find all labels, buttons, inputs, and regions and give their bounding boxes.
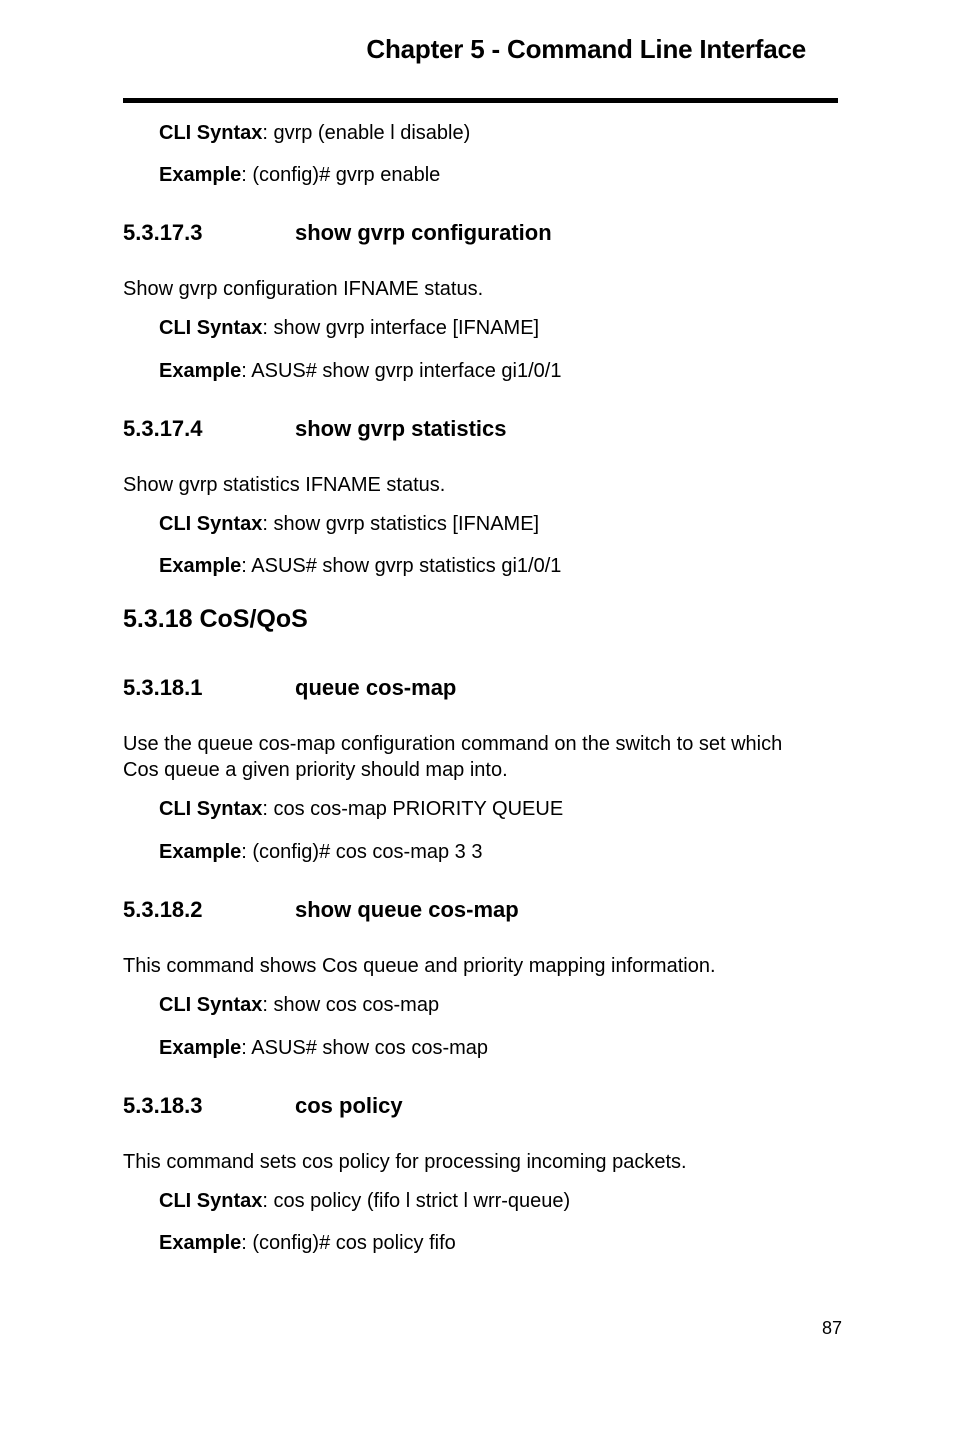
cli-syntax-value: : show cos cos-map xyxy=(262,994,440,1016)
example-line xyxy=(159,360,561,383)
section-title: cos policy xyxy=(295,1093,403,1118)
cli-syntax-line xyxy=(159,513,539,536)
section-description: Show gvrp configuration IFNAME status. xyxy=(123,278,484,300)
example-value: : ASUS# show cos cos-map xyxy=(241,1037,489,1059)
section-description: Show gvrp statistics IFNAME status. xyxy=(123,474,446,496)
example-value: : ASUS# show gvrp statistics gi1/0/1 xyxy=(241,555,562,577)
cli-syntax-value: : gvrp (enable l disable) xyxy=(262,122,471,144)
example-value: : (config)# gvrp enable xyxy=(241,164,441,186)
cli-syntax-line xyxy=(159,122,470,145)
example-label: Example xyxy=(159,841,242,863)
cli-syntax-value: : cos policy (fifo l strict l wrr-queue) xyxy=(262,1190,571,1212)
section-number: 5.3.17.4 xyxy=(123,416,203,441)
section-title: show queue cos-map xyxy=(295,897,519,922)
header-rule xyxy=(123,98,838,103)
cli-syntax-label: CLI Syntax xyxy=(159,1190,263,1212)
example-line xyxy=(159,1037,488,1060)
section-number: 5.3.17.3 xyxy=(123,220,203,245)
example-label: Example xyxy=(159,164,242,186)
cli-syntax-value: : show gvrp statistics [IFNAME] xyxy=(262,513,540,535)
example-line xyxy=(159,841,482,864)
cli-syntax-line xyxy=(159,798,563,821)
example-line xyxy=(159,164,440,187)
section-title: show gvrp configuration xyxy=(295,220,552,245)
cli-syntax-label: CLI Syntax xyxy=(159,994,263,1016)
section-number: 5.3.18.3 xyxy=(123,1093,203,1118)
cli-syntax-line xyxy=(159,994,439,1017)
section-number: 5.3.18.2 xyxy=(123,897,203,922)
section-description-line: Cos queue a given priority should map into. xyxy=(123,759,508,781)
cli-syntax-value: : cos cos-map PRIORITY QUEUE xyxy=(262,798,564,820)
example-value: : (config)# cos cos-map 3 3 xyxy=(241,841,483,863)
example-value: : (config)# cos policy fifo xyxy=(241,1232,456,1254)
example-value: : ASUS# show gvrp interface gi1/0/1 xyxy=(241,360,562,382)
subsection-heading: 5.3.18 CoS/QoS xyxy=(123,605,308,633)
cli-syntax-label: CLI Syntax xyxy=(159,317,263,339)
section-description: This command shows Cos queue and priority mapping information. xyxy=(123,955,716,977)
cli-syntax-label: CLI Syntax xyxy=(159,513,263,535)
section-title: queue cos-map xyxy=(295,675,457,700)
example-label: Example xyxy=(159,1232,242,1254)
cli-syntax-label: CLI Syntax xyxy=(159,122,263,144)
cli-syntax-line xyxy=(159,317,539,340)
section-number: 5.3.18.1 xyxy=(123,675,203,700)
section-description-line: Use the queue cos-map configuration command on the switch to set which xyxy=(123,733,783,755)
example-line xyxy=(159,555,561,578)
section-description: This command sets cos policy for processing incoming packets. xyxy=(123,1151,687,1173)
chapter-title: Chapter 5 - Command Line Interface xyxy=(366,34,806,64)
example-label: Example xyxy=(159,360,242,382)
example-line xyxy=(159,1232,456,1255)
section-title: show gvrp statistics xyxy=(295,416,507,441)
example-label: Example xyxy=(159,1037,242,1059)
cli-syntax-label: CLI Syntax xyxy=(159,798,263,820)
cli-syntax-line xyxy=(159,1190,570,1213)
page-number: 87 xyxy=(821,1318,842,1338)
cli-syntax-value: : show gvrp interface [IFNAME] xyxy=(262,317,540,339)
example-label: Example xyxy=(159,555,242,577)
